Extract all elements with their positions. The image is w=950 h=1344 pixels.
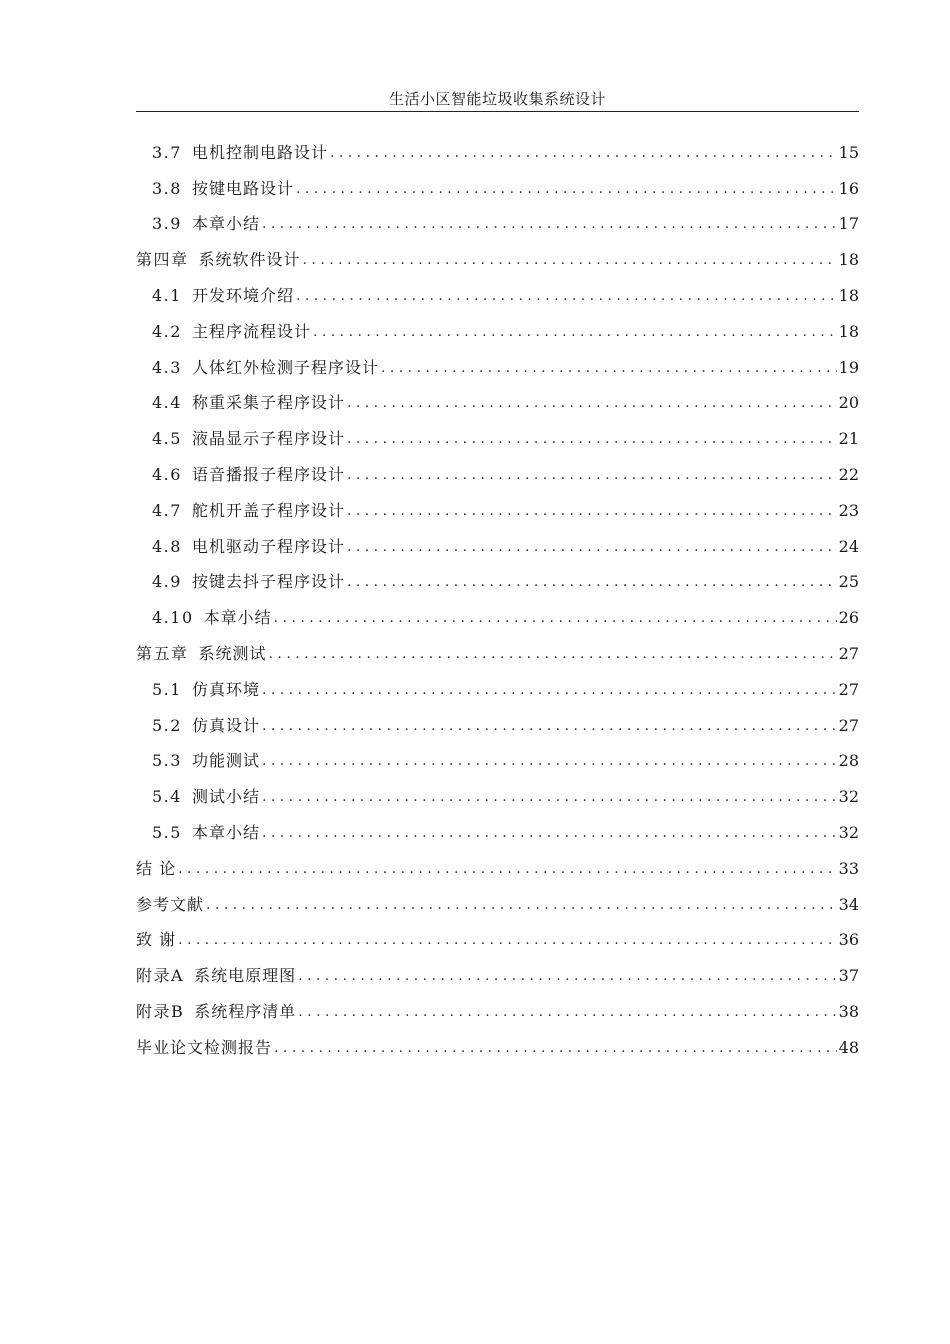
toc-entry[interactable] — [136, 311, 859, 347]
toc-entry-page-number: 18 — [838, 321, 859, 341]
toc-entry-page-number: 33 — [838, 858, 859, 878]
toc-entry-page-number: 18 — [838, 285, 859, 305]
toc-entry-page-number: 26 — [838, 608, 859, 628]
toc-entry-number: 第四章 — [136, 250, 189, 270]
toc-entry-number: 4.2 — [152, 321, 182, 341]
toc-entry-title: 主程序流程设计 — [191, 321, 311, 341]
toc-entry-page-number: 15 — [838, 142, 859, 162]
toc-entry[interactable] — [136, 633, 859, 669]
toc-entry-title: 系统程序清单 — [194, 1001, 297, 1021]
dot-leader — [262, 680, 837, 700]
toc-entry-page-number: 24 — [838, 536, 859, 556]
toc-entry-number: 4.6 — [152, 464, 182, 484]
toc-entry-number: 4.9 — [152, 572, 182, 592]
toc-entry-title: 语音播报子程序设计 — [191, 464, 345, 484]
toc-entry-page-number: 25 — [838, 572, 859, 592]
toc-entry[interactable] — [136, 597, 859, 633]
toc-entry-page-number: 36 — [838, 930, 859, 950]
toc-entry-title: 电机驱动子程序设计 — [191, 536, 345, 556]
toc-entry[interactable] — [136, 848, 859, 884]
dot-leader — [262, 751, 837, 771]
dot-leader — [347, 501, 837, 521]
toc-entry[interactable] — [136, 776, 859, 812]
toc-entry-number: 附录B — [136, 1001, 185, 1021]
toc-entry[interactable] — [136, 920, 859, 956]
toc-entry[interactable] — [136, 204, 859, 240]
toc-entry-page-number: 27 — [838, 679, 859, 699]
toc-entry-number: 4.4 — [152, 393, 182, 413]
toc-entry-number: 3.9 — [152, 214, 182, 234]
toc-entry-title: 系统软件设计 — [198, 250, 301, 270]
toc-entry-title: 称重采集子程序设计 — [191, 393, 345, 413]
toc-entry[interactable] — [136, 168, 859, 204]
toc-entry-title: 系统电原理图 — [194, 966, 297, 986]
toc-entry[interactable] — [136, 418, 859, 454]
dot-leader — [206, 895, 837, 915]
toc-entry-number: 4.5 — [152, 429, 182, 449]
toc-entry-title: 参考文献 — [136, 894, 205, 914]
toc-entry-title: 按键电路设计 — [191, 178, 294, 198]
dot-leader — [274, 1038, 837, 1058]
toc-entry-number: 5.4 — [152, 787, 182, 807]
toc-entry[interactable] — [136, 562, 859, 598]
dot-leader — [274, 608, 837, 628]
toc-entry-number: 3.7 — [152, 142, 182, 162]
toc-entry[interactable] — [136, 991, 859, 1027]
toc-entry-number: 4.3 — [152, 357, 182, 377]
toc-entry-number: 3.8 — [152, 178, 182, 198]
dot-leader — [347, 465, 837, 485]
toc-entry-page-number: 22 — [838, 464, 859, 484]
toc-entry[interactable] — [136, 884, 859, 920]
dot-leader — [347, 429, 837, 449]
toc-entry-number: 4.10 — [152, 608, 194, 628]
toc-entry[interactable] — [136, 347, 859, 383]
toc-entry[interactable] — [136, 454, 859, 490]
toc-entry[interactable] — [136, 741, 859, 777]
dot-leader — [262, 787, 837, 807]
dot-leader — [262, 716, 837, 736]
toc-entry[interactable] — [136, 669, 859, 705]
toc-entry-title: 开发环境介绍 — [191, 285, 294, 305]
toc-entry-page-number: 32 — [838, 787, 859, 807]
dot-leader — [178, 859, 837, 879]
dot-leader — [347, 537, 837, 557]
toc-entry-title: 致 谢 — [136, 930, 177, 950]
toc-entry-page-number: 23 — [838, 500, 859, 520]
toc-entry-page-number: 28 — [838, 751, 859, 771]
toc-entry[interactable] — [136, 490, 859, 526]
dot-leader — [381, 358, 837, 378]
toc-entry-page-number: 48 — [838, 1037, 859, 1057]
running-header: 生活小区智能垃圾收集系统设计 — [388, 90, 606, 108]
toc-entry-title: 系统测试 — [198, 643, 267, 663]
toc-entry-title: 本章小结 — [191, 822, 260, 842]
dot-leader — [269, 644, 837, 664]
toc-entry[interactable] — [136, 239, 859, 275]
toc-entry[interactable] — [136, 132, 859, 168]
dot-leader — [347, 572, 837, 592]
toc-entry-title: 毕业论文检测报告 — [136, 1037, 273, 1057]
dot-leader — [330, 143, 837, 163]
toc-entry-number: 5.5 — [152, 822, 182, 842]
toc-entry-page-number: 37 — [838, 966, 859, 986]
toc-entry-title: 舵机开盖子程序设计 — [191, 500, 345, 520]
toc-entry-number: 5.2 — [152, 715, 182, 735]
dot-leader — [262, 823, 837, 843]
dot-leader — [298, 966, 837, 986]
toc-entry[interactable] — [136, 955, 859, 991]
toc-entry-title: 人体红外检测子程序设计 — [191, 357, 379, 377]
dot-leader — [303, 250, 837, 270]
table-of-contents — [136, 132, 859, 1063]
toc-entry-number: 附录A — [136, 966, 185, 986]
toc-entry-title: 本章小结 — [191, 214, 260, 234]
toc-entry[interactable] — [136, 812, 859, 848]
toc-entry-number: 4.8 — [152, 536, 182, 556]
toc-entry-page-number: 34 — [838, 894, 859, 914]
toc-entry-page-number: 32 — [838, 822, 859, 842]
toc-entry-number: 4.7 — [152, 500, 182, 520]
toc-entry-title: 本章小结 — [203, 608, 272, 628]
toc-entry-number: 5.3 — [152, 751, 182, 771]
toc-entry-title: 测试小结 — [191, 787, 260, 807]
toc-entry-page-number: 27 — [838, 643, 859, 663]
toc-entry-number: 4.1 — [152, 285, 182, 305]
dot-leader — [296, 286, 837, 306]
toc-entry-page-number: 18 — [838, 250, 859, 270]
toc-entry-page-number: 21 — [838, 429, 859, 449]
toc-entry-title: 功能测试 — [191, 751, 260, 771]
toc-entry-page-number: 27 — [838, 715, 859, 735]
toc-entry-title: 仿真环境 — [191, 679, 260, 699]
toc-entry[interactable] — [136, 705, 859, 741]
toc-entry-title: 液晶显示子程序设计 — [191, 429, 345, 449]
dot-leader — [347, 393, 837, 413]
toc-entry-page-number: 19 — [838, 357, 859, 377]
header-rule — [136, 111, 859, 112]
toc-entry-page-number: 20 — [838, 393, 859, 413]
toc-entry-title: 电机控制电路设计 — [191, 142, 328, 162]
toc-entry[interactable] — [136, 526, 859, 562]
dot-leader — [298, 1002, 836, 1022]
dot-leader — [262, 214, 837, 234]
toc-entry-title: 按键去抖子程序设计 — [191, 572, 345, 592]
toc-entry-page-number: 38 — [838, 1001, 859, 1021]
dot-leader — [178, 930, 837, 950]
toc-entry-title: 结 论 — [136, 858, 177, 878]
toc-entry[interactable] — [136, 1027, 859, 1063]
toc-entry[interactable] — [136, 275, 859, 311]
toc-entry-number: 第五章 — [136, 643, 189, 663]
toc-entry[interactable] — [136, 383, 859, 419]
toc-entry-page-number: 16 — [838, 178, 859, 198]
toc-entry-number: 5.1 — [152, 679, 182, 699]
toc-entry-title: 仿真设计 — [191, 715, 260, 735]
dot-leader — [296, 179, 837, 199]
dot-leader — [313, 322, 837, 342]
toc-entry-page-number: 17 — [838, 214, 859, 234]
